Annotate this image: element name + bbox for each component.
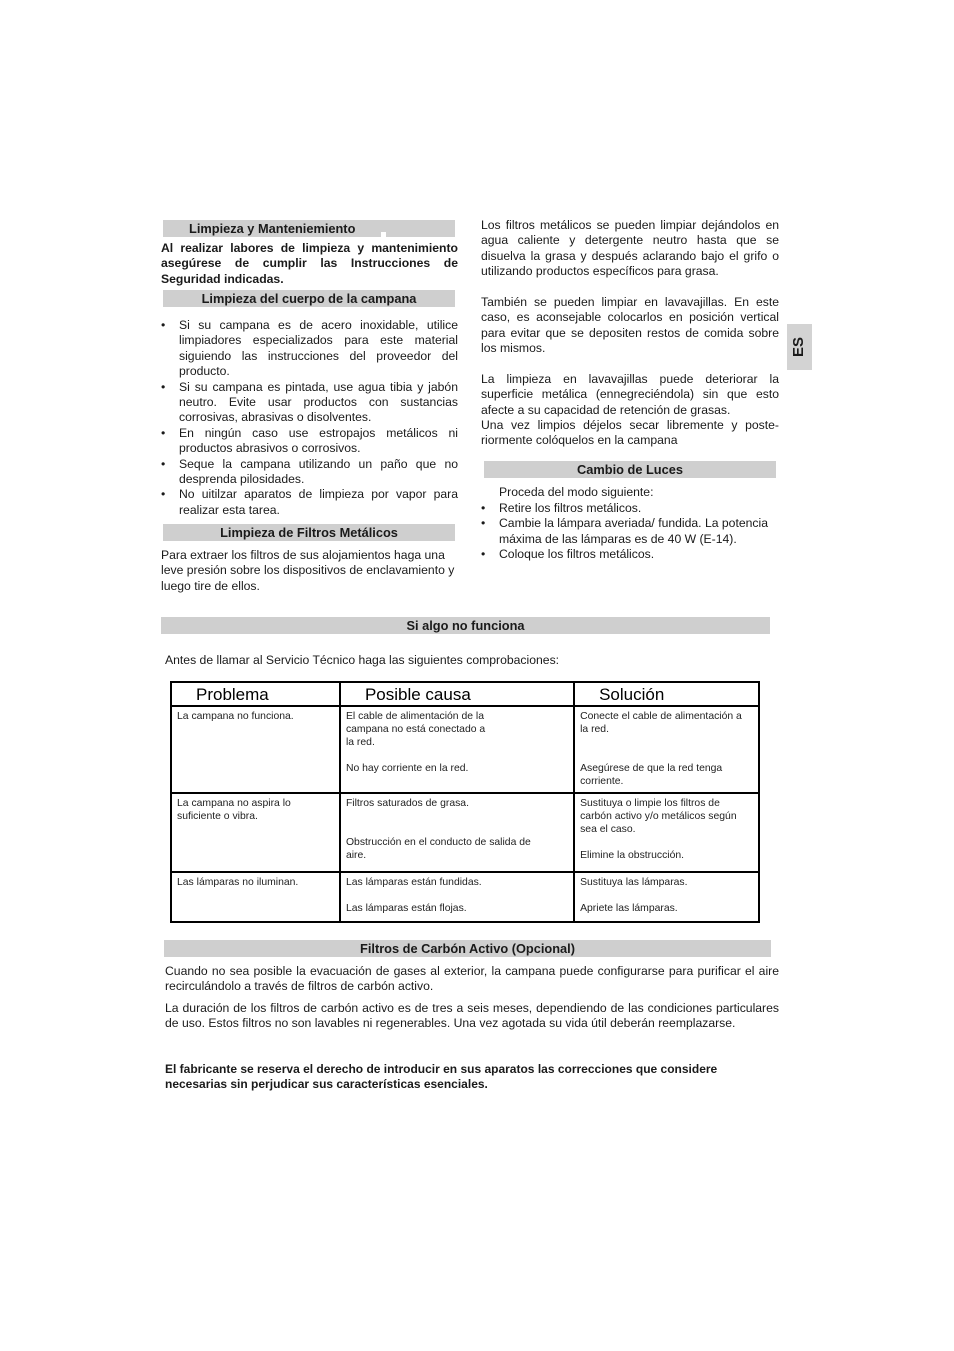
list-item: • Cambie la lámpara averiada/ fundida. La potencia máxima de las lámparas es de 40 W (E-14). xyxy=(481,516,779,547)
table-row xyxy=(171,793,759,872)
cleaning-intro: Al realizar labores de limpieza y mantenimiento asegúrese de cumplir las Instrucciones de Seguridad indicadas. xyxy=(161,241,458,286)
troubleshooting-table xyxy=(170,681,760,923)
list-item: • En ningún caso use estropajos metálicos ni productos abrasivos o corrosivos. xyxy=(161,426,458,457)
carbon-paragraph-2: La duración de los filtros de carbón activo es de tres a seis meses, dependiendo de las condiciones particulares de uso. Estos filtros no son lavables ni regenerables. Una vez agotada su vida útil deberán reemplazarse. xyxy=(165,1001,779,1031)
cause-cell: El cable de alimentación de la campana no está conectado a la red. No hay corriente en la red. xyxy=(340,706,574,793)
cause-cell: Filtros saturados de grasa. Obstrucción en el conducto de salida de aire. xyxy=(340,793,574,872)
list-item: • Si su campana es de acero inoxidable, utilice limpiadores especializados para este material siguiendo las instrucciones del proveedor del producto. xyxy=(161,318,458,380)
troubleshooting-intro: Antes de llamar al Servicio Técnico haga las siguientes comprobaciones: xyxy=(165,653,560,667)
solution-cell: Conecte el cable de alimentación a la red. Asegúrese de que la red tenga corriente. xyxy=(574,706,759,793)
filters-paragraph-4: Una vez limpios déjelos secar libremente y poste-riormente colóquelos en la campana xyxy=(481,418,779,448)
carbon-filters-header: Filtros de Carbón Activo (Opcional) xyxy=(164,940,771,957)
filters-paragraph-2: También se pueden limpiar en lavavajillas. En este caso, es aconsejable colocarlos en posición vertical para evitar que se depositen restos de comida sobre los mismos. xyxy=(481,295,779,356)
list-item: • Si su campana es pintada, use agua tibia y jabón neutro. Evite usar productos con sustancias corrosivas, abrasivas o disolventes. xyxy=(161,380,458,426)
body-cleaning-list xyxy=(161,318,458,518)
table-row xyxy=(171,706,759,793)
column-header-problem: Problema xyxy=(171,682,340,706)
language-tab-label: ES xyxy=(790,337,807,358)
column-header-solution: Solución xyxy=(574,682,759,706)
problem-cell: La campana no aspira lo suficiente o vibra. xyxy=(171,793,340,872)
filters-paragraph-1: Los filtros metálicos se pueden limpiar dejándolos en agua caliente y detergente neutro hasta que se disuelva la grasa y después aclarando bajo el grifo o utilizando productos específicos para grasa. xyxy=(481,218,779,279)
cleaning-header: Limpieza y Manteniemiento xyxy=(163,220,455,237)
list-item: • Coloque los filtros metálicos. xyxy=(481,547,779,562)
list-item: • Retire los filtros metálicos. xyxy=(481,501,779,516)
metal-filters-text: Para extraer los filtros de sus alojamientos haga una leve presión sobre los dispositivos de enclavamiento y luego tire de ellos. xyxy=(161,548,455,593)
lights-intro: Proceda del modo siguiente: xyxy=(499,485,654,499)
body-cleaning-header: Limpieza del cuerpo de la campana xyxy=(163,290,455,307)
list-item: • No uitilzar aparatos de limpieza por vapor para realizar esta tarea. xyxy=(161,487,458,518)
list-item: • Seque la campana utilizando un paño que no desprenda pilosidades. xyxy=(161,457,458,488)
problem-cell: La campana no funciona. xyxy=(171,706,340,793)
cause-cell: Las lámparas están fundidas. Las lámparas están flojas. xyxy=(340,872,574,922)
manufacturer-disclaimer: El fabricante se reserva el derecho de introducir en sus aparatos las correcciones que considere necesarias sin perjudicar sus características esenciales. xyxy=(165,1062,718,1092)
lights-list xyxy=(481,501,779,563)
metal-filters-header: Limpieza de Filtros Metálicos xyxy=(163,524,455,541)
lights-header: Cambio de Luces xyxy=(484,461,776,478)
troubleshooting-header: Si algo no funciona xyxy=(161,617,770,634)
problem-cell: Las lámparas no iluminan. xyxy=(171,872,340,922)
solution-cell: Sustituya o limpie los filtros de carbón activo y/o metálicos según sea el caso. Elimine la obstrucción. xyxy=(574,793,759,872)
filters-paragraph-3: La limpieza en lavavajillas puede deteriorar la superficie metálica (ennegreciéndola) sin que esto afecte a su capacidad de retención de grasas. xyxy=(481,372,779,417)
carbon-paragraph-1: Cuando no sea posible la evacuación de gases al exterior, la campana puede configurarse para purificar el aire recirculándolo a través de filtros de carbón activo. xyxy=(165,964,779,994)
table-row xyxy=(171,872,759,922)
column-header-cause: Posible causa xyxy=(340,682,574,706)
square-marker-icon xyxy=(381,232,386,237)
language-tab xyxy=(787,324,812,370)
solution-cell: Sustituya las lámparas. Apriete las lámparas. xyxy=(574,872,759,922)
